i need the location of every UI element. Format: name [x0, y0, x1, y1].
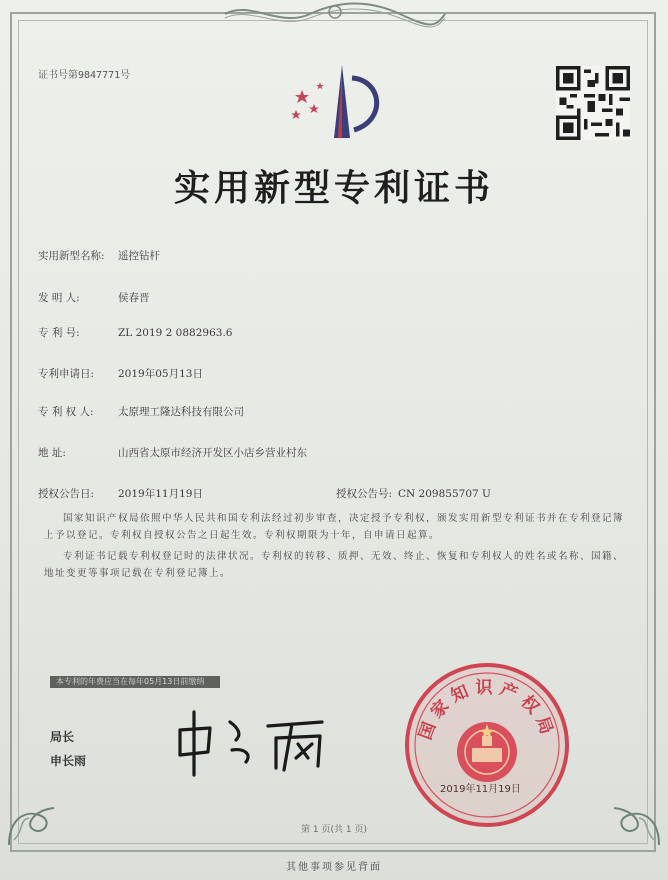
field-address: [38, 445, 307, 460]
field-label: 实用新型名称:: [38, 250, 105, 262]
director-name: 申长雨: [50, 754, 87, 768]
certificate-number: 证书号第9847771号: [38, 70, 131, 81]
director-title: 局长: [50, 730, 75, 744]
field-label: 授权公告日:: [38, 488, 95, 500]
field-label: 专 利 号:: [38, 327, 80, 339]
field-label: 专 利 权 人:: [38, 406, 94, 418]
field-label: 地 址:: [38, 447, 66, 459]
patent-office-emblem: [282, 60, 392, 140]
field-value: ZL 2019 2 0882963.6: [118, 327, 233, 339]
official-red-seal: [402, 660, 572, 830]
field-value: 2019年11月19日: [118, 488, 203, 500]
qr-code: [556, 66, 630, 140]
field-value: CN 209855707 U: [398, 488, 491, 500]
fee-notice-text: 本专利的年费应当在每年05月13日前缴纳: [56, 677, 205, 686]
footer-note: 其他事项参见背面: [286, 862, 382, 873]
field-utility-model-name: [38, 248, 160, 263]
field-application-date: [38, 366, 203, 381]
field-label: 发 明 人:: [38, 292, 80, 304]
field-grant-date: [38, 486, 203, 501]
page-number: 第 1 页(共 1 页): [301, 825, 367, 835]
handwritten-signature: [172, 700, 352, 780]
field-patentee: [38, 404, 244, 419]
field-label: 专利申请日:: [38, 368, 95, 380]
corner-ornament-left: [4, 780, 74, 850]
fee-notice-bar: [50, 676, 220, 688]
body-paragraph: 专利证书记载专利权登记时的法律状况。专利权的转移、质押、无效、终止、恢复和专利权人的姓名或名称、国籍、地址变更等事项记载在专利登记簿上。: [44, 551, 625, 579]
corner-ornament-right: [594, 780, 664, 850]
seal-date: 2019年11月19日: [440, 784, 521, 795]
certificate-title: 实用新型专利证书: [173, 167, 494, 209]
field-value: 侯春晋: [118, 292, 150, 304]
certificate-body: [44, 510, 624, 586]
top-ornament: [220, 0, 450, 28]
field-value: 山西省太原市经济开发区小店乡营业村东: [118, 447, 307, 459]
field-value: 遥控钻杆: [118, 250, 160, 262]
field-patent-number: [38, 325, 232, 340]
seal-ring-text: 国家知识产权局: [415, 678, 559, 743]
field-value: 太原理工隆达科技有限公司: [118, 406, 244, 418]
field-value: 2019年05月13日: [118, 368, 203, 380]
field-inventor: [38, 290, 150, 305]
field-label: 授权公告号:: [336, 488, 393, 500]
body-paragraph: 国家知识产权局依照中华人民共和国专利法经过初步审查，决定授予专利权，颁发实用新型专利证书并在专利登记簿上予以登记。专利权自授权公告之日起生效。专利权期限为十年，自申请日起算。: [44, 513, 625, 541]
field-grant-number: [336, 486, 491, 501]
